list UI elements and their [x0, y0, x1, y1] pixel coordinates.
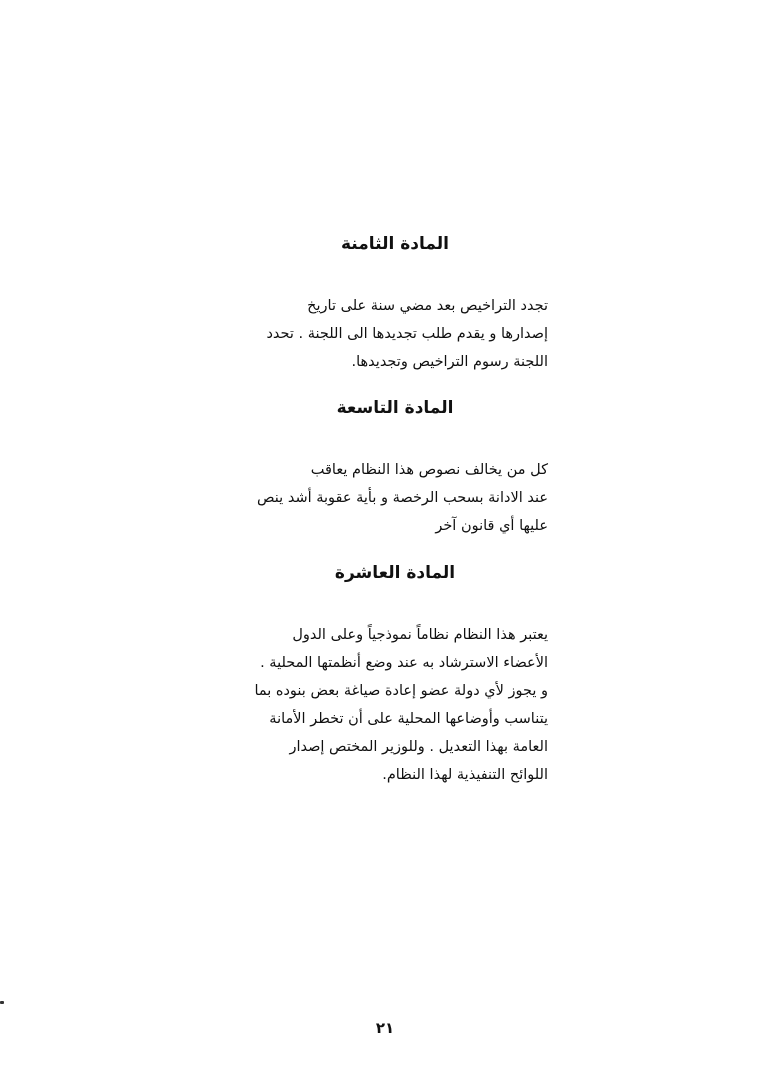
article-10-line-5: العامة بهذا التعديل . وللوزير المختص إصدار	[289, 739, 548, 755]
article-10-line-3: و يجوز لأي دولة عضو إعادة صياغة بعض بنوده بما	[254, 683, 548, 699]
article-10-line-6: اللوائح التنفيذية لهذا النظام.	[382, 767, 548, 783]
article-10-paragraph	[238, 621, 548, 789]
article-8-line-1: تجدد التراخيص بعد مضي سنة على تاريخ	[307, 298, 548, 314]
article-9-line-3: عليها أي قانون آخر	[435, 518, 548, 534]
article-9-line-1: كل من يخالف نصوص هذا النظام يعاقب	[310, 462, 548, 478]
article-10-heading: المادة العاشرة	[334, 563, 456, 583]
article-10-line-2: الأعضاء الاسترشاد به عند وضع أنظمتها المحلية .	[260, 655, 548, 671]
article-8-line-2: إصدارها و يقدم طلب تجديدها الى اللجنة . تحدد	[266, 326, 548, 342]
article-10-line-4: يتناسب وأوضاعها المحلية على أن تخطر الأمانة	[269, 711, 548, 727]
article-9-line-2: عند الادانة بسحب الرخصة و بأية عقوبة أشد ينص	[257, 490, 548, 506]
article-8-heading: المادة الثامنة	[341, 234, 449, 254]
scan-edge-mark	[0, 1001, 4, 1004]
page-number: ٢١	[375, 1019, 395, 1037]
article-9-heading: المادة التاسعة	[336, 398, 454, 418]
article-8-line-3: اللجنة رسوم التراخيص وتجديدها.	[351, 354, 548, 370]
article-9-paragraph	[238, 456, 548, 540]
article-8-paragraph	[238, 292, 548, 376]
article-10-line-1: يعتبر هذا النظام نظاماً نموذجياً وعلى الدول	[292, 627, 548, 643]
